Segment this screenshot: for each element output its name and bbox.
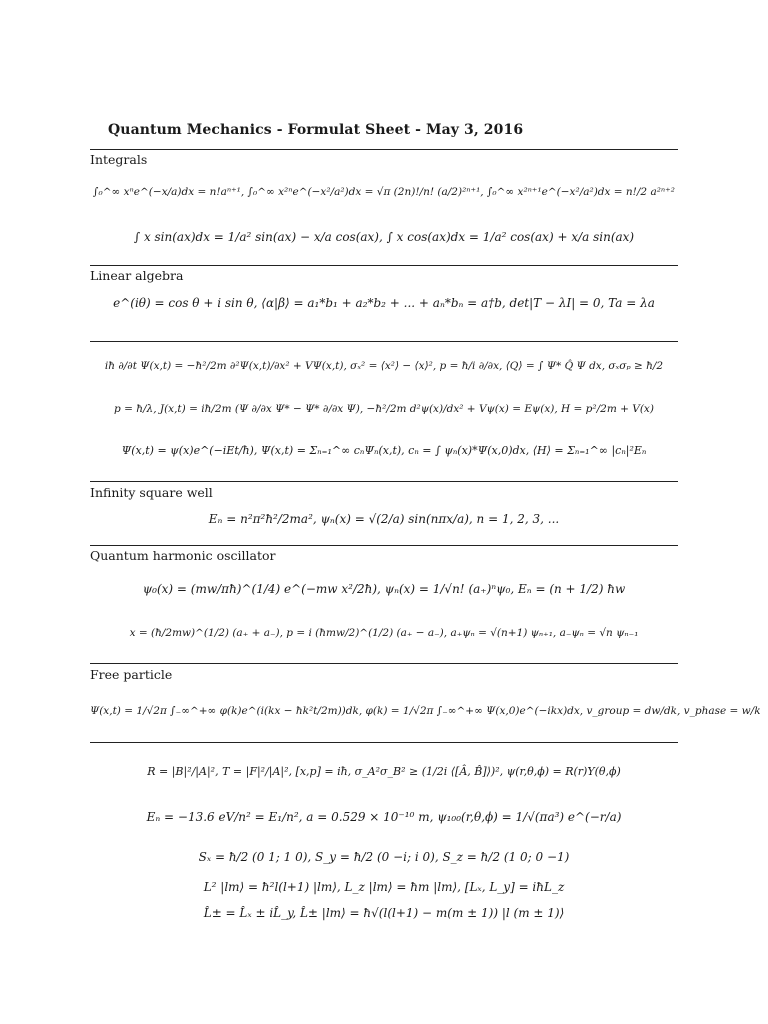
equation-free-particle: Ψ(x,t) = 1/√2π ∫₋∞^+∞ φ(k)e^(i(kx − ħk²t/2m))dk, φ(k) = 1/√2π ∫₋∞^+∞ Ψ(x,0)e^(−ikx)dx, v_group = dw/dk, v_phase = w/k — [90, 705, 761, 717]
equation-integrals-gaussian: ∫₀^∞ xⁿe^(−x/a)dx = n!aⁿ⁺¹, ∫₀^∞ x²ⁿe^(−x²/a²)dx = √π (2n)!/n! (a/2)²ⁿ⁺¹, ∫₀^∞ x²ⁿ⁺¹e^(−x²/a²)dx = n!/2 a²ⁿ⁺² — [93, 186, 675, 198]
sheet-title: Quantum Mechanics - Formulat Sheet - May 3, 2016 — [108, 122, 524, 138]
equation-integrals-trig: ∫ x sin(ax)dx = 1/a² sin(ax) − x/a cos(ax), ∫ x cos(ax)dx = 1/a² cos(ax) + x/a sin(ax) — [133, 230, 635, 244]
equation-ladder-operators: x = (ħ/2mw)^(1/2) (a₊ + a₋), p = i (ħmw/2)^(1/2) (a₊ − a₋), a₊ψₙ = √(n+1) ψₙ₊₁, a₋ψₙ = √n ψₙ₋₁ — [129, 627, 639, 639]
divider — [90, 265, 678, 266]
equation-schrodinger: iħ ∂/∂t Ψ(x,t) = −ħ²/2m ∂²Ψ(x,t)/∂x² + VΨ(x,t), σₓ² = ⟨x²⟩ − ⟨x⟩², p = ħ/i ∂/∂x, ⟨Q⟩ = ∫ Ψ* Q̂ Ψ dx, σₓσₚ ≥ ħ/2 — [104, 360, 664, 372]
equation-oscillator-ground: ψ₀(x) = (mw/πħ)^(1/4) e^(−mw x²/2ħ), ψₙ(x) = 1/√n! (a₊)ⁿψ₀, Eₙ = (n + 1/2) ħw — [142, 582, 626, 596]
equation-hydrogen: Eₙ = −13.6 eV/n² = E₁/n², a = 0.529 × 10⁻¹⁰ m, ψ₁₀₀(r,θ,ϕ) = 1/√(πa³) e^(−r/a) — [146, 810, 622, 824]
divider — [90, 149, 678, 150]
equation-spin-matrices: Sₓ = ħ/2 (0 1; 1 0), S_y = ħ/2 (0 −i; i 0), S_z = ħ/2 (1 0; 0 −1) — [198, 850, 570, 864]
equation-linear-algebra: e^(iθ) = cos θ + i sin θ, ⟨α|β⟩ = a₁*b₁ + a₂*b₂ + ... + aₙ*bₙ = a†b, det|T − λI| = 0, Ta = λa — [113, 296, 655, 310]
section-heading-square-well: Infinity square well — [90, 485, 213, 500]
divider — [90, 341, 678, 342]
divider — [90, 742, 678, 743]
equation-expansion: Ψ(x,t) = ψ(x)e^(−iEt/ħ), Ψ(x,t) = Σₙ₌₁^∞ cₙΨₙ(x,t), cₙ = ∫ ψₙ(x)*Ψ(x,0)dx, ⟨H⟩ = Σₙ₌₁^∞ |cₙ|²Eₙ — [121, 444, 647, 457]
equation-raising-lowering: L̂± = L̂ₓ ± iL̂_y, L̂± |lm⟩ = ħ√(l(l+1) − m(m ± 1)) |l (m ± 1)⟩ — [203, 906, 565, 920]
equation-angular-momentum: L² |lm⟩ = ħ²l(l+1) |lm⟩, L_z |lm⟩ = ħm |lm⟩, [Lₓ, L_y] = iħL_z — [203, 880, 565, 894]
divider — [90, 481, 678, 482]
section-heading-integrals: Integrals — [90, 152, 148, 167]
equation-current-hamiltonian: p = ħ/λ, J(x,t) = iħ/2m (Ψ ∂/∂x Ψ* − Ψ* ∂/∂x Ψ), −ħ²/2m d²ψ(x)/dx² + Vψ(x) = Eψ(x), H = p²/2m + V(x) — [114, 403, 654, 415]
section-heading-harmonic-oscillator: Quantum harmonic oscillator — [90, 548, 276, 563]
section-heading-free-particle: Free particle — [90, 667, 173, 682]
divider — [90, 663, 678, 664]
equation-square-well: Eₙ = n²π²ħ²/2ma², ψₙ(x) = √(2/a) sin(nπx/a), n = 1, 2, 3, ... — [208, 512, 560, 526]
section-heading-linear-algebra: Linear algebra — [90, 268, 184, 283]
divider — [90, 545, 678, 546]
equation-transmission-uncertainty: R = |B|²/|A|², T = |F|²/|A|², [x,p] = iħ, σ_A²σ_B² ≥ (1/2i ⟨[Â, B̂]⟩)², ψ(r,θ,ϕ) = R(r)Y(θ,ϕ) — [147, 765, 621, 778]
